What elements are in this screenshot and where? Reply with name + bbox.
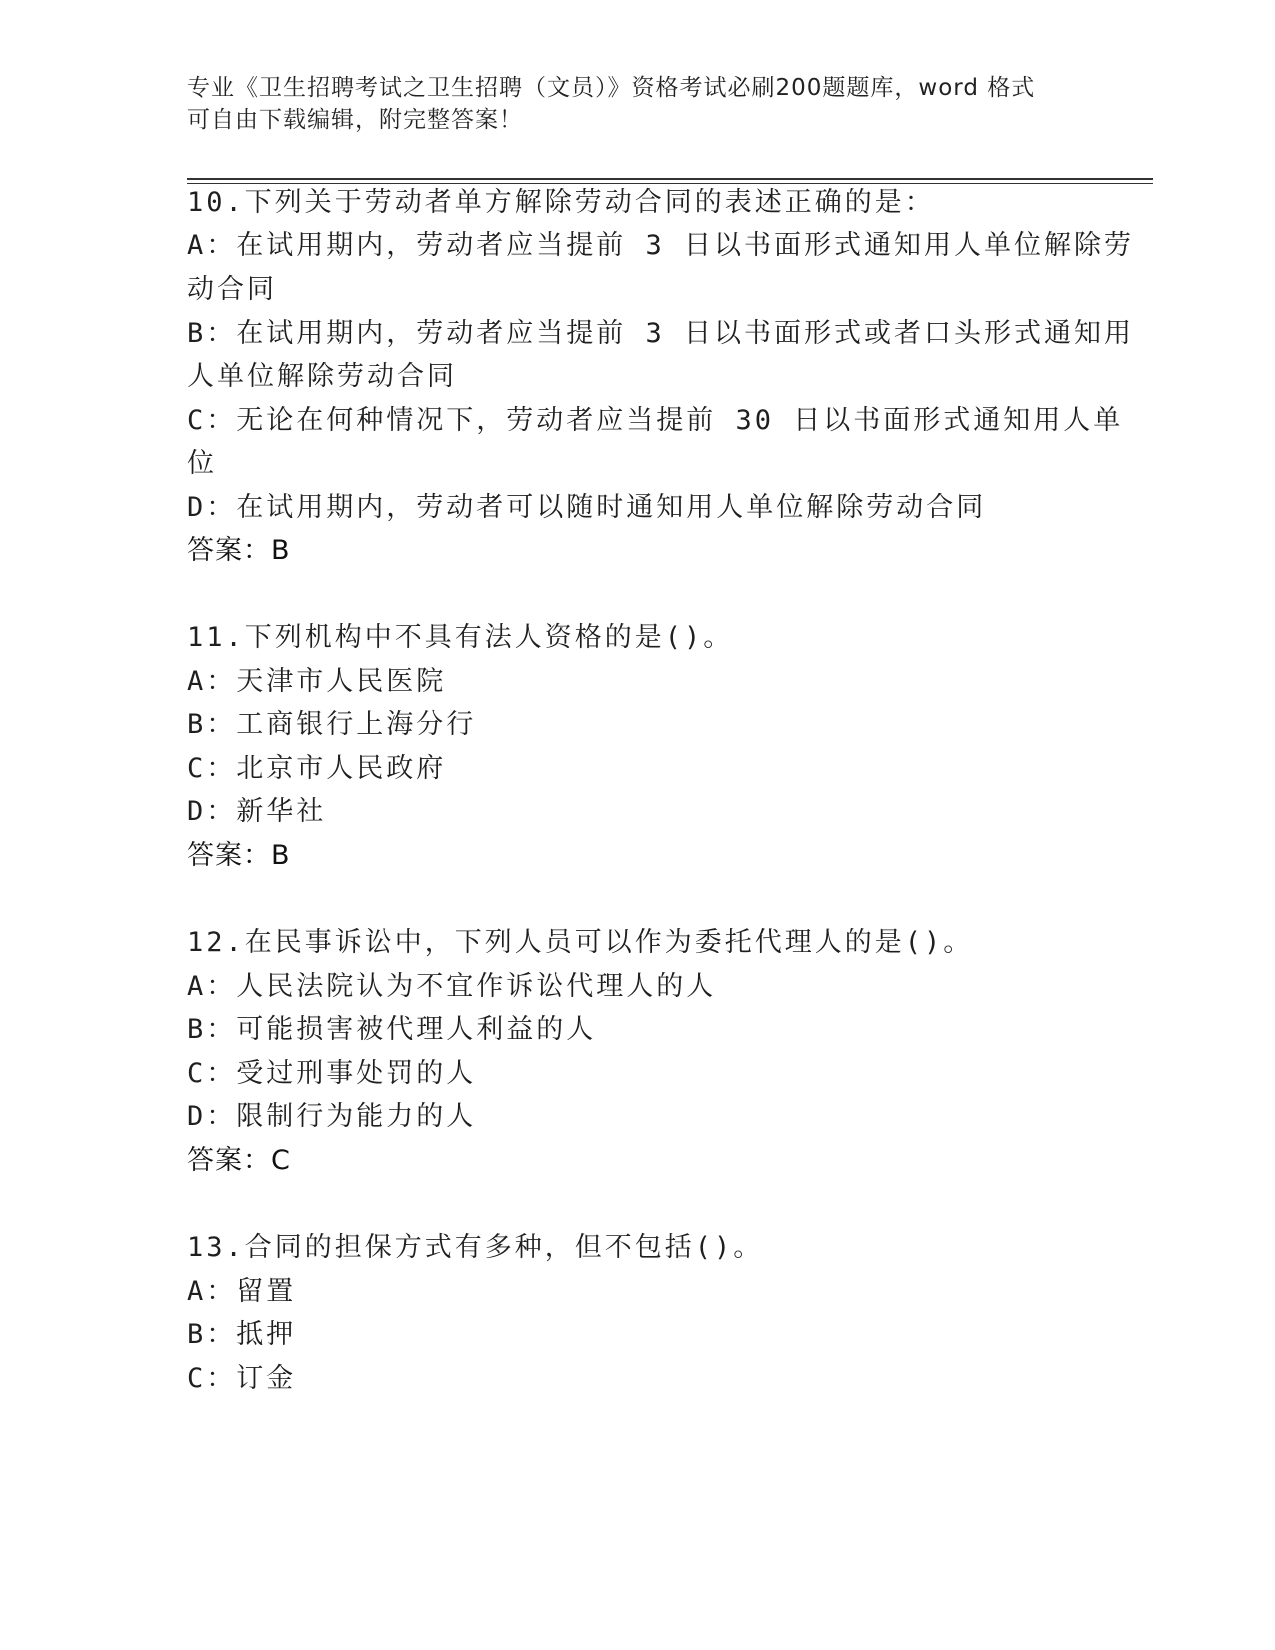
question-10-stem: 10.下列关于劳动者单方解除劳动合同的表述正确的是： xyxy=(187,187,935,218)
question-10-option-a: A：在试用期内，劳动者应当提前 3 日以书面形式通知用人单位解除劳 xyxy=(187,230,1135,261)
question-13-stem: 13.合同的担保方式有多种，但不包括()。 xyxy=(187,1232,764,1263)
question-10-option-c-cont: 位 xyxy=(187,448,217,479)
question-10-option-b-cont: 人单位解除劳动合同 xyxy=(187,361,457,392)
question-10-option-b: B：在试用期内，劳动者应当提前 3 日以书面形式或者口头形式通知用 xyxy=(187,318,1135,349)
question-11-option-b: B：工商银行上海分行 xyxy=(187,709,477,740)
question-12-option-c: C：受过刑事处罚的人 xyxy=(187,1058,477,1089)
question-10-option-c: C：无论在何种情况下，劳动者应当提前 30 日以书面形式通知用人单 xyxy=(187,405,1124,436)
question-12-answer: 答案：C xyxy=(187,1145,291,1176)
question-10-answer: 答案：B xyxy=(187,535,291,566)
question-11-stem: 11.下列机构中不具有法人资格的是()。 xyxy=(187,622,734,653)
question-10-option-d: D：在试用期内，劳动者可以随时通知用人单位解除劳动合同 xyxy=(187,492,987,523)
question-11-option-d: D：新华社 xyxy=(187,796,327,827)
document-header xyxy=(187,72,1067,136)
header-title-line-2: 可自由下载编辑，附完整答案！ xyxy=(187,107,523,133)
question-13-option-a: A：留置 xyxy=(187,1276,297,1307)
question-11-option-a: A：天津市人民医院 xyxy=(187,666,447,697)
question-12-option-d: D：限制行为能力的人 xyxy=(187,1101,477,1132)
question-10-option-a-cont: 动合同 xyxy=(187,274,277,305)
header-title-line-1: 专业《卫生招聘考试之卫生招聘（文员）》资格考试必刷200题题库，word 格式 xyxy=(187,75,1036,101)
question-13-option-c: C：订金 xyxy=(187,1363,297,1394)
question-12-option-a: A：人民法院认为不宜作诉讼代理人的人 xyxy=(187,971,717,1002)
question-11-answer: 答案：B xyxy=(187,840,291,871)
question-13-option-b: B：抵押 xyxy=(187,1319,297,1350)
question-12-option-b: B：可能损害被代理人利益的人 xyxy=(187,1014,597,1045)
question-12-stem: 12.在民事诉讼中，下列人员可以作为委托代理人的是()。 xyxy=(187,927,974,958)
question-11-option-c: C：北京市人民政府 xyxy=(187,753,447,784)
